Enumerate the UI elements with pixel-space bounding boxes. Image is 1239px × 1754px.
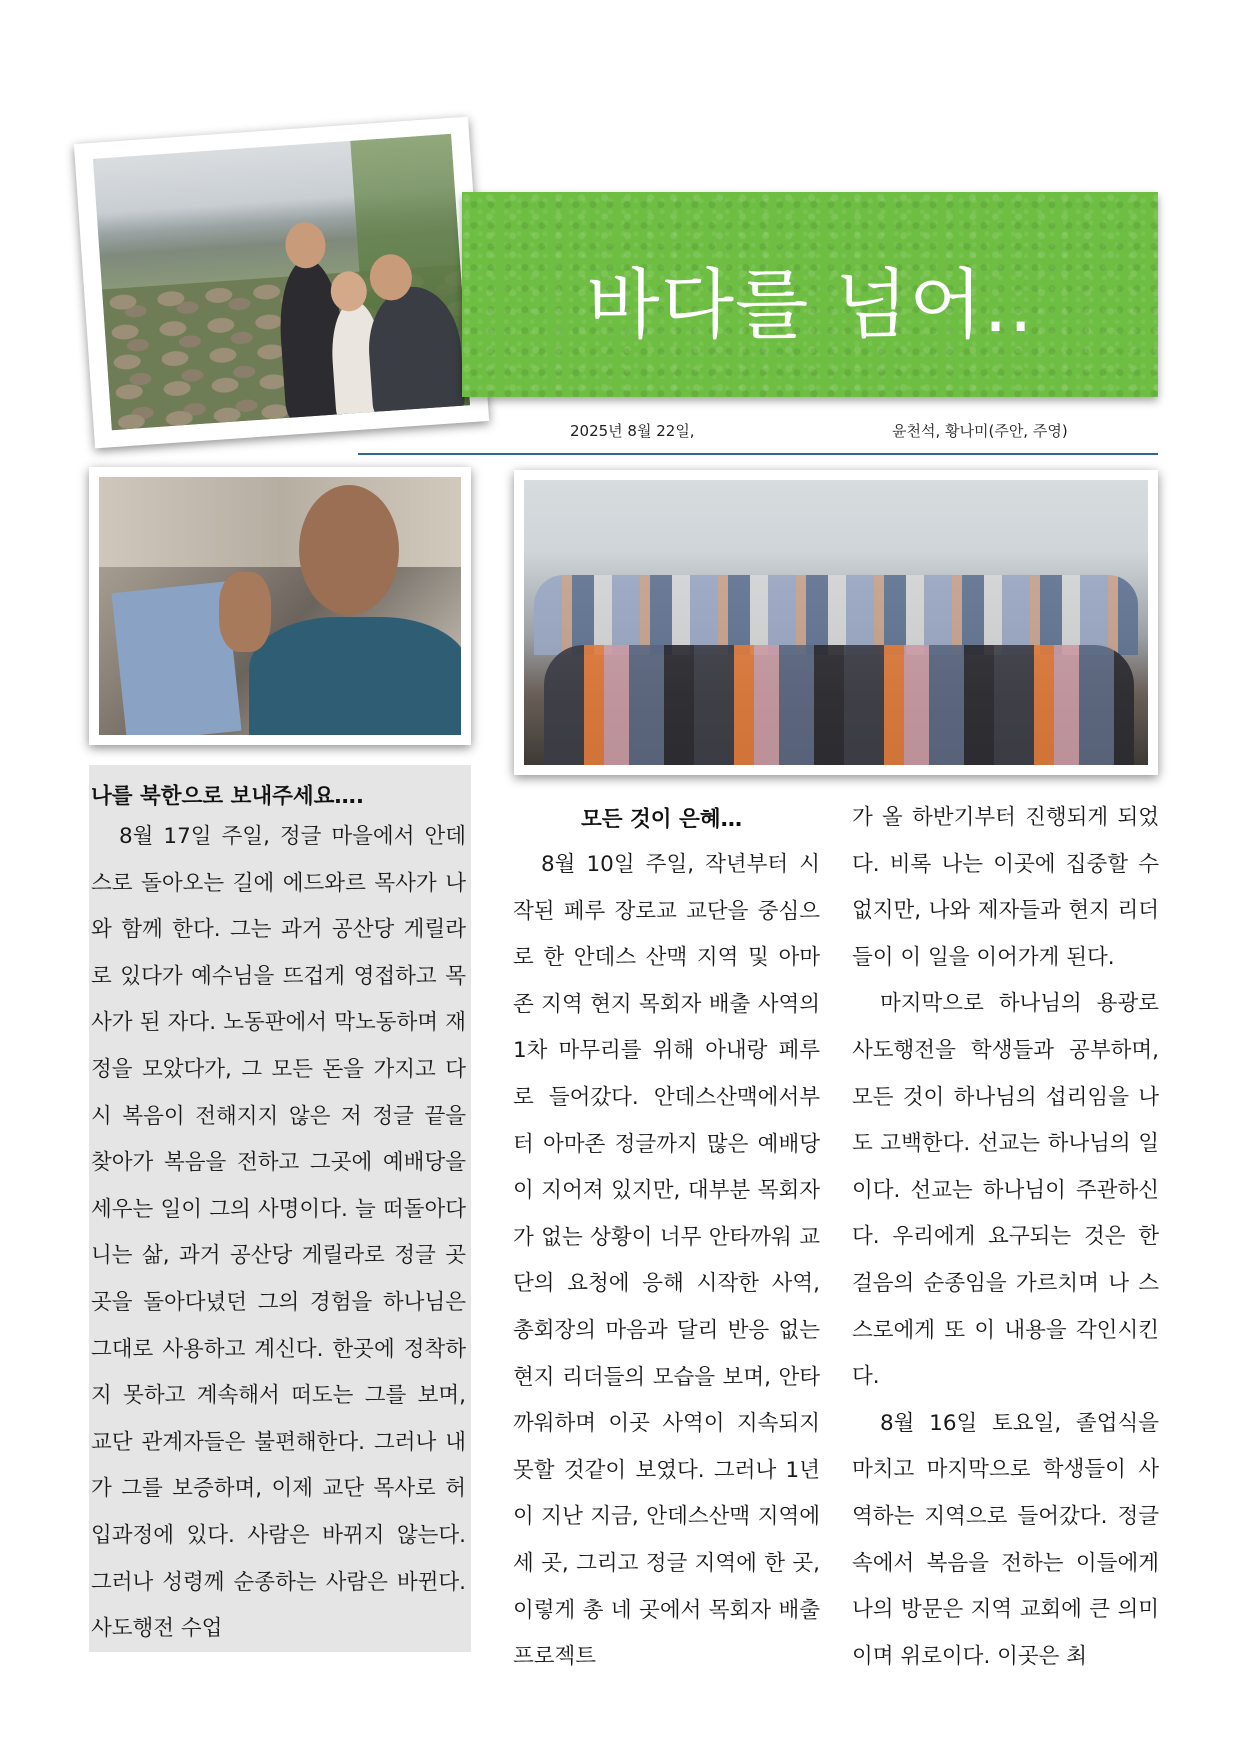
pastor-photo-frame <box>89 467 471 745</box>
left-article-body <box>91 814 466 1653</box>
middle-article-body <box>513 842 820 1681</box>
background-people <box>99 477 461 567</box>
pastor-photo <box>99 477 461 735</box>
man-body <box>249 617 461 735</box>
newsletter-date: 2025년 8월 22일, <box>570 422 695 440</box>
group-people-front-row <box>544 645 1134 765</box>
left-article-heading: 나를 북한으로 보내주세요…. <box>91 784 365 809</box>
page-title: 바다를 넘어.. <box>586 260 1034 349</box>
right-article-paragraph-1: 가 올 하반기부터 진행되게 되었다. 비록 나는 이곳에 집중할 수 없지만, 나와 제자들과 현지 리더들이 이 일을 이어가게 된다. <box>852 805 1159 970</box>
middle-article-paragraph: 8월 10일 주일, 작년부터 시작된 페루 장로교 교단을 중심으로 한 안데스 산맥 지역 및 아마존 지역 현지 목회자 배출 사역의 1차 마무리를 위해 아내랑 페루로 들어갔다. 안데스산맥에서부터 아마존 정글까지 많은 예배당이 지어져 있지만, 대부분 목회자가 없는 상황이 너무 안타까워 교단의 요청에 응해 시작한 사역, 총회장의 마음과 달리 반응 없는 현지 리더들의 모습을 보며, 안타까워하며 이곳 사역이 지속되지 못할 것같이 보였다. 그러나 1년이 지난 지금, 안데스산맥 지역에 세 곳, 그리고 정글 지역에 한 곳, 이렇게 총 네 곳에서 목회자 배출 프로젝트 <box>513 852 820 1670</box>
person-left-head <box>284 221 327 270</box>
thumb-hand <box>219 572 271 652</box>
group-people-back-row <box>534 575 1138 655</box>
header-divider <box>358 453 1158 455</box>
newsletter-authors: 윤천석, 황나미(주안, 주영) <box>892 422 1068 440</box>
man-head <box>299 485 399 615</box>
right-article-body <box>852 795 1159 1680</box>
family-photo-frame <box>74 117 489 449</box>
middle-article-heading: 모든 것이 은혜… <box>581 807 743 832</box>
right-article-paragraph-2: 마지막으로 하나님의 용광로 사도행전을 학생들과 공부하며, 모든 것이 하나님의 섭리임을 나도 고백한다. 선교는 하나님의 일이다. 선교는 하나님이 주관하신다. 우리에게 요구되는 것은 한 걸음의 순종임을 가르치며 나 스스로에게 또 이 내용을 각인시킨다. <box>852 991 1159 1390</box>
right-article-paragraph-3: 8월 16일 토요일, 졸업식을 마치고 마지막으로 학생들이 사역하는 지역으로 들어갔다. 정글 속에서 복음을 전하는 이들에게 나의 방문은 지역 교회에 큰 의미이며 위로이다. 이곳은 최 <box>852 1410 1159 1669</box>
group-photo-frame <box>514 470 1158 775</box>
title-banner <box>462 192 1158 397</box>
family-photo <box>93 134 470 430</box>
group-photo <box>524 480 1148 765</box>
left-article-paragraph: 8월 17일 주일, 정글 마을에서 안데스로 돌아오는 길에 에드와르 목사가 나와 함께 한다. 그는 과거 공산당 게릴라로 있다가 예수님을 뜨겁게 영접하고 목사가 된 자다. 노동판에서 막노동하며 재정을 모았다가, 그 모든 돈을 가지고 다시 복음이 전해지지 않은 저 정글 끝을 찾아가 복음을 전하고 그곳에 예배당을 세우는 일이 그의 사명이다. 늘 떠돌아다니는 삶, 과거 공산당 게릴라로 정글 곳곳을 돌아다녔던 그의 경험을 하나님은 그대로 사용하고 계신다. 한곳에 정착하지 못하고 계속해서 떠도는 그를 보며, 교단 관계자들은 불편해한다. 그러나 내가 그를 보증하며, 이제 교단 목사로 허입과정에 있다. 사람은 바뀌지 않는다. 그러나 성령께 순종하는 사람은 바뀐다. 사도행전 수업 <box>91 824 466 1642</box>
